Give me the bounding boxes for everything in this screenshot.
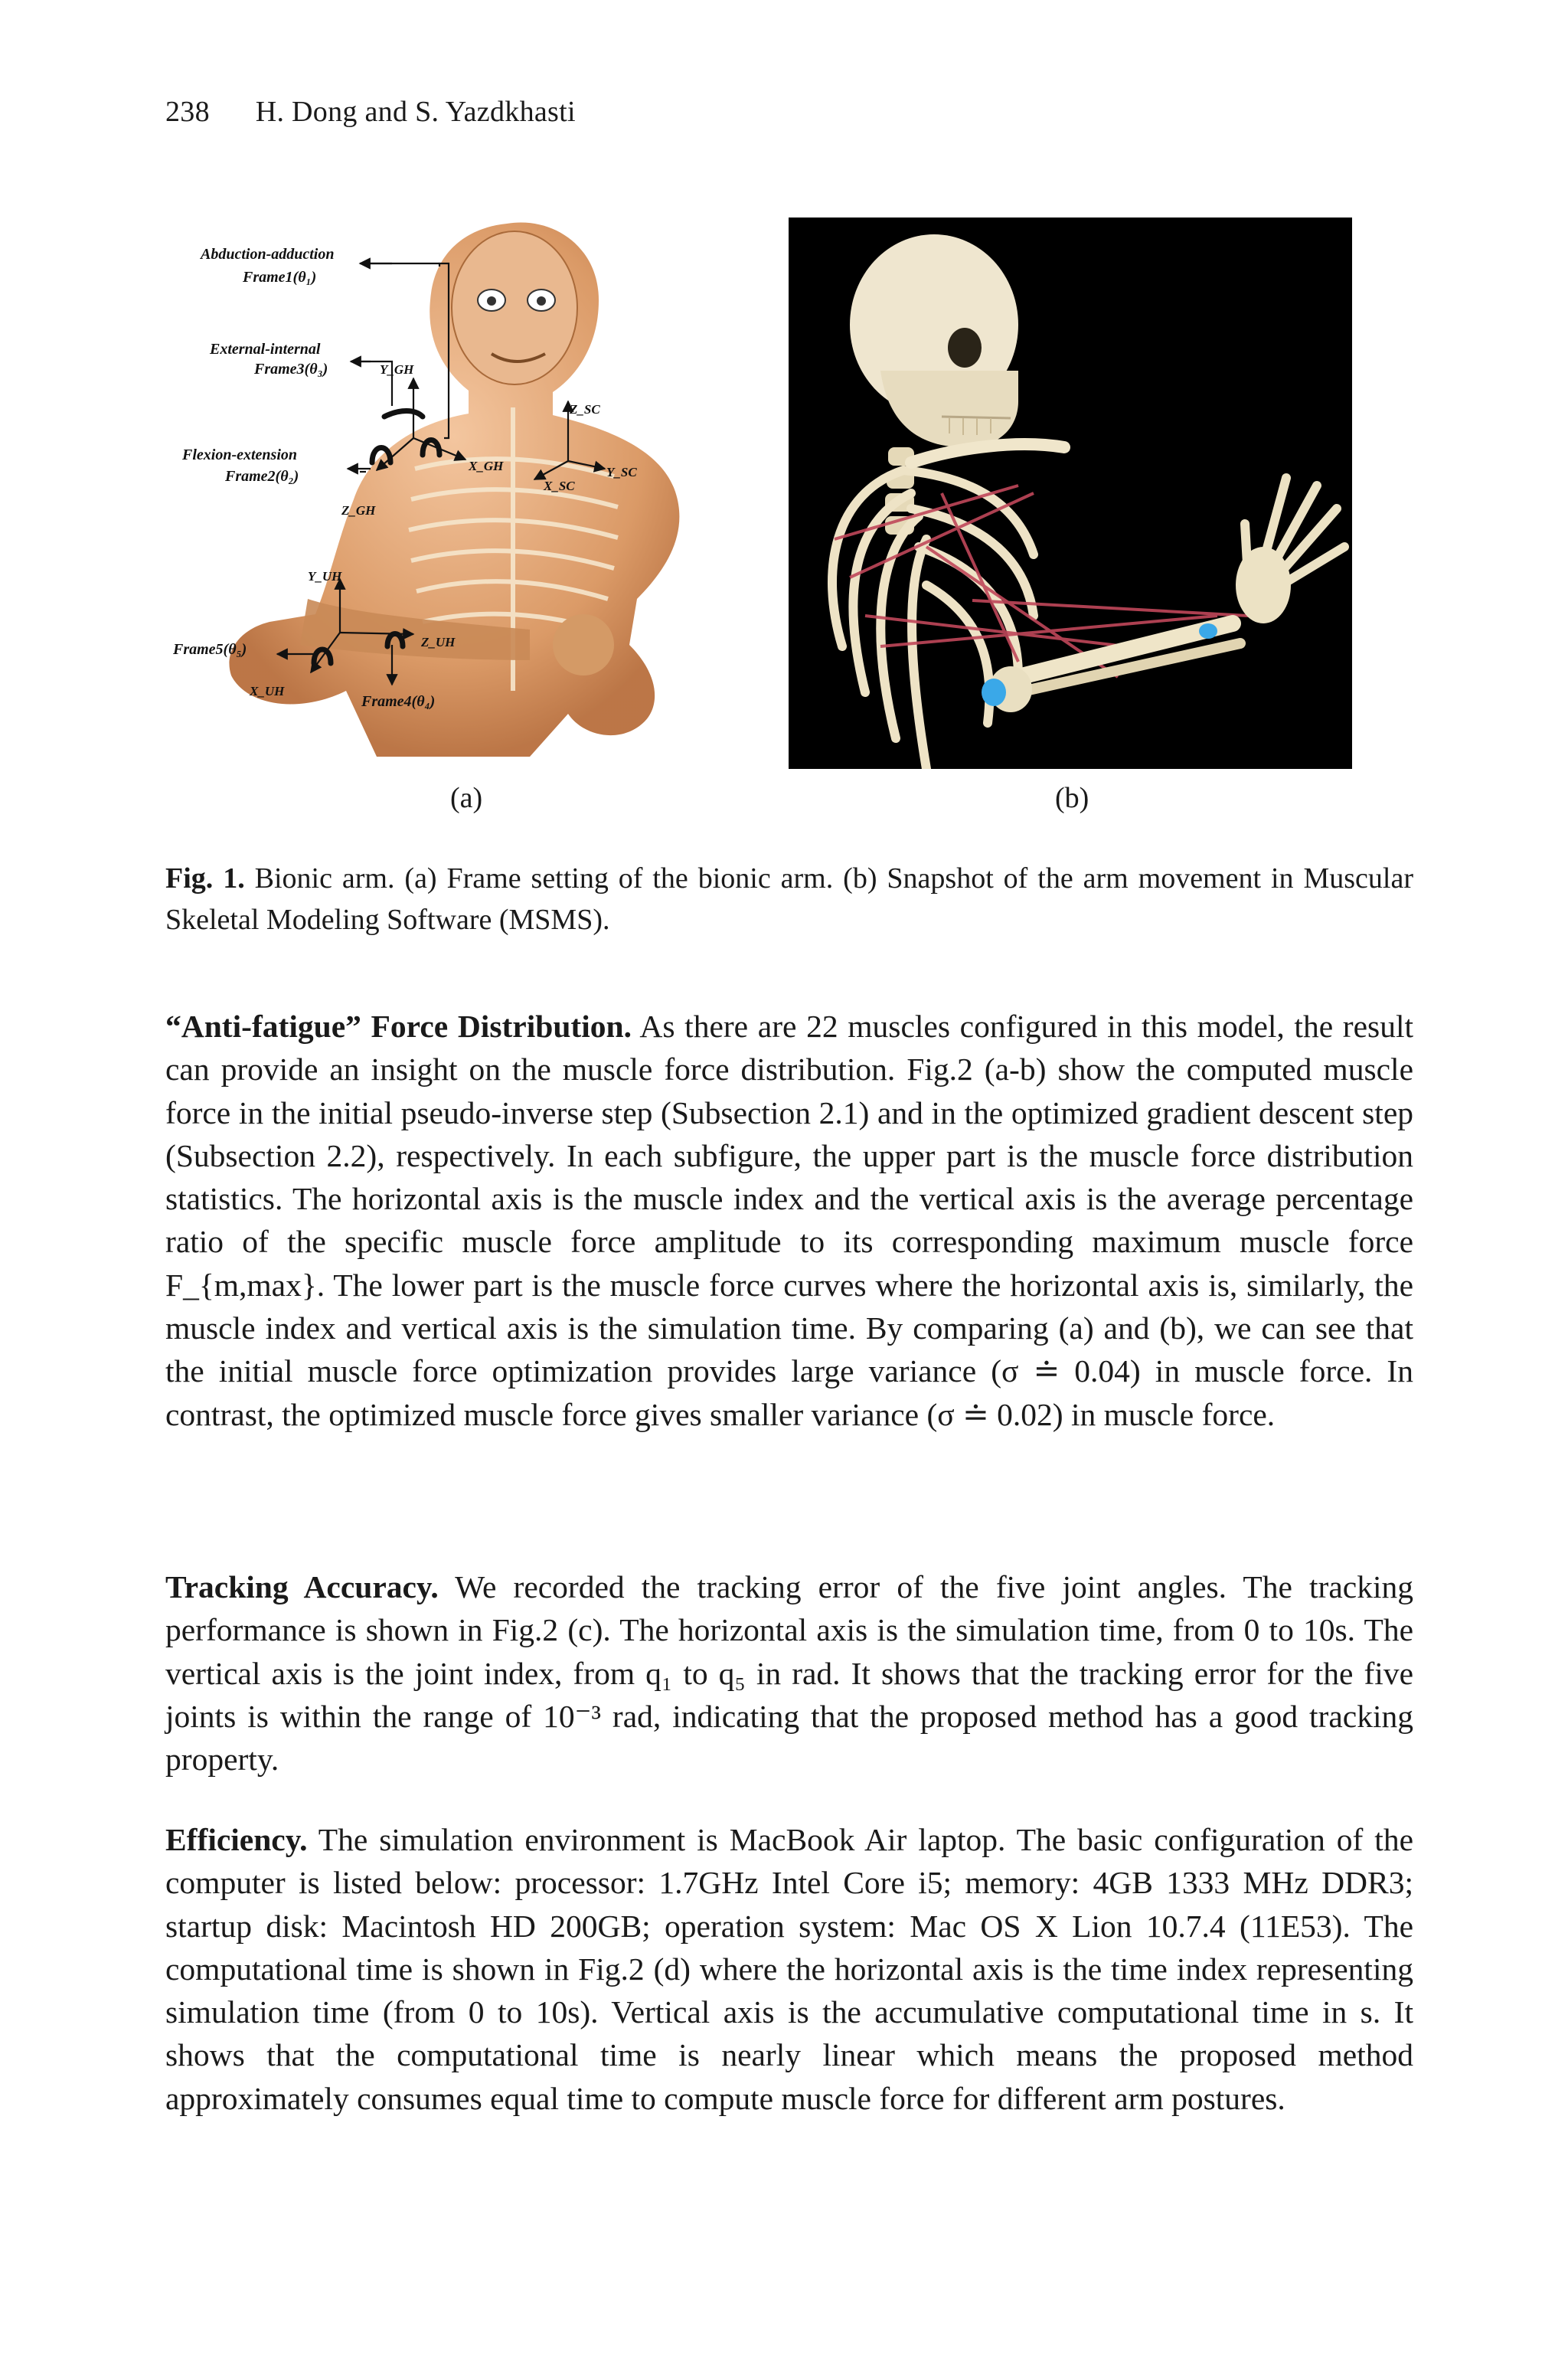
subfigure-b-label: (b) xyxy=(1055,782,1089,814)
paragraph-text-tracking: We recorded the tracking error of the five joint angles. The tracking performance is shown in Fig.2 (c). The horizontal axis is the simulation time, from 0 to 10s. The vertical axis is the joint index, from q₁ to q₅ in rad. It shows that the tracking error for the five joints is within the range of 10⁻³ rad, indicating that the proposed method has a good tracking property. xyxy=(165,1569,1413,1778)
caption-label: Fig. 1. xyxy=(165,862,245,895)
label-frame1: Frame1(θ₁) xyxy=(243,269,317,286)
subfigure-a-label: (a) xyxy=(450,782,483,814)
figure-a-frame-setting xyxy=(170,216,775,757)
caption-text: Bionic arm. (a) Frame setting of the bionic arm. (b) Snapshot of the arm movement in Muscular Skeletal Modeling Software (MSMS). xyxy=(165,862,1413,936)
paragraph-lead-efficiency: Efficiency. xyxy=(165,1822,308,1857)
paragraph-efficiency xyxy=(165,1818,1413,2120)
author-names: H. Dong and S. Yazdkhasti xyxy=(255,96,576,128)
label-abduction: Abduction-adduction xyxy=(201,246,335,263)
label-frame4: Frame4(θ₄) xyxy=(361,693,436,710)
paragraph-lead-tracking: Tracking Accuracy. xyxy=(165,1569,439,1604)
label-frame2: Frame2(θ₂) xyxy=(225,468,299,485)
paragraph-anti-fatigue xyxy=(165,1005,1413,1436)
label-flexion: Flexion-extension xyxy=(182,446,298,463)
label-frame5: Frame5(θ₅) xyxy=(173,641,247,658)
figure-b-msms-snapshot xyxy=(789,218,1352,769)
figure-caption xyxy=(165,858,1413,940)
paragraph-text-anti-fatigue: As there are 22 muscles configured in this model, the result can provide an insight on the muscle force distribution. Fig.2 (a-b) show the computed muscle force in the initial pseudo-inverse step (Subsection 2.1) and in the optimized gradient descent step (Subsection 2.2), respectively. In each subfigure, the upper part is the muscle force distribution statistics. The horizontal axis is the muscle index and the vertical axis is the average percentage ratio of the specific muscle force amplitude to its corresponding maximum muscle force F_{m,max}. The lower part is the muscle force curves where the horizontal axis is, similarly, the muscle index and vertical axis is the simulation time. By comparing (a) and (b), we can see that the initial muscle force optimization provides large variance (σ ≐ 0.04) in muscle force. In contrast, the optimized muscle force gives smaller variance (σ ≐ 0.02) in muscle force. xyxy=(165,1009,1414,1432)
axis-xgh: X_GH xyxy=(469,459,504,473)
axis-ygh: Y_GH xyxy=(380,362,414,377)
paragraph-tracking-accuracy xyxy=(165,1565,1413,1781)
axis-zgh: Z_GH xyxy=(341,503,376,518)
axis-zsc: Z_SC xyxy=(570,402,600,417)
axis-xsc: X_SC xyxy=(544,479,575,493)
paragraph-lead-anti-fatigue: “Anti-fatigue” Force Distribution. xyxy=(165,1009,632,1044)
page-number: 238 xyxy=(165,96,210,128)
axis-ysc: Y_SC xyxy=(606,465,637,479)
anatomy-illustration xyxy=(229,222,679,757)
paragraph-text-efficiency: The simulation environment is MacBook Air laptop. The basic configuration of the computer is listed below: processor: 1.7GHz Intel Core i5; memory: 4GB 1333 MHz DDR3; startup disk: Macintosh HD 200GB; operation system: Mac OS X Lion 10.7.4 (11E53). The computational time is shown in Fig.2 (d) where the horizontal axis is the time index representing simulation time (from 0 to 10s). Vertical axis is the accumulative computational time in s. It shows that the computational time is nearly linear which means the proposed method approximately consumes equal time to compute muscle force for different arm postures. xyxy=(165,1822,1413,2116)
label-frame3: Frame3(θ₃) xyxy=(254,361,328,378)
axis-yuh: Y_UH xyxy=(308,569,342,584)
axis-zuh: Z_UH xyxy=(421,635,456,649)
axis-xuh: X_UH xyxy=(250,684,285,698)
running-header xyxy=(165,95,576,129)
label-external: External-internal xyxy=(210,341,321,358)
